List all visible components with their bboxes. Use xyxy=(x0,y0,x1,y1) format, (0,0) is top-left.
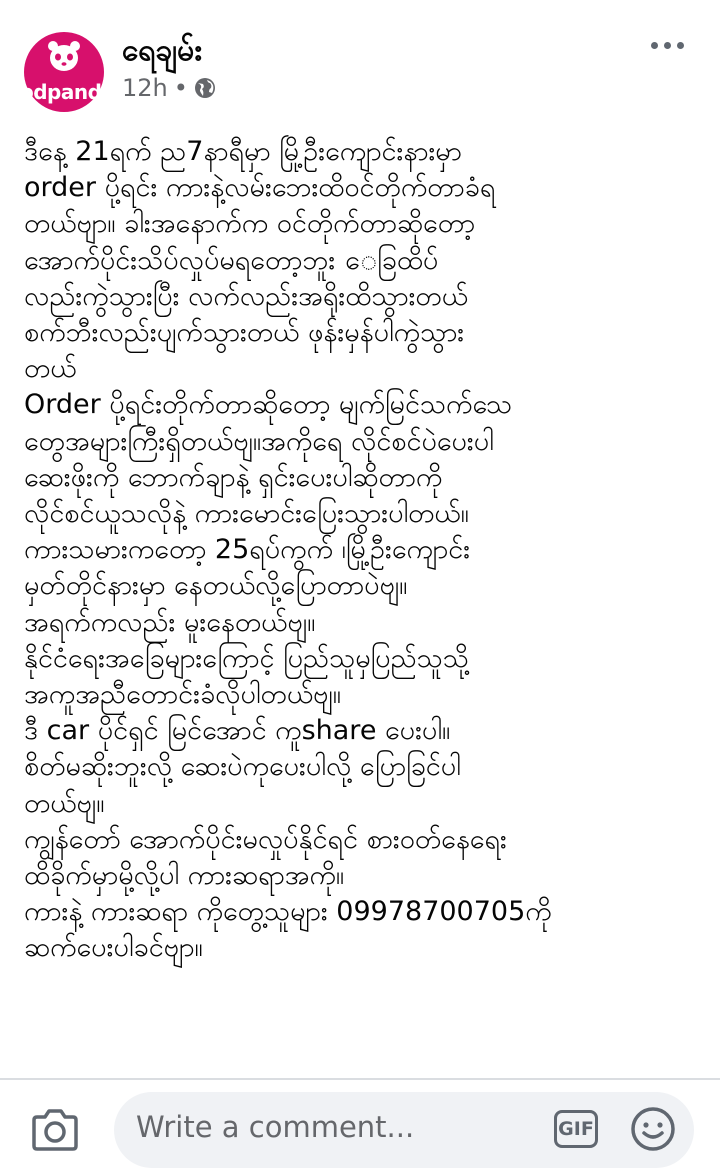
divider xyxy=(0,1078,720,1080)
post-line: အရက်ကလည်း မူးနေတယ်ဗျ။ xyxy=(24,606,316,638)
post-body xyxy=(24,134,708,967)
post-line: တယ်ဗျာ။ ခါးအနောက်က ဝင်တိုက်တာဆိုတော့ xyxy=(24,208,476,240)
globe-icon xyxy=(194,77,216,99)
avatar-brand-text: odpanda xyxy=(20,80,115,104)
avatar[interactable] xyxy=(20,32,115,112)
post-line: ထိခိုက်မှာမို့လို့ပါ ကားဆရာအကို။ xyxy=(24,860,345,892)
post-line: စက်ဘီးလည်းပျက်သွားတယ် ဖုန်းမှန်ပါကွဲသွား xyxy=(24,317,465,349)
post-line: ကျွန်တော် အောက်ပိုင်းမလှုပ်နိုင်ရင် စားဝတ်နေရေး xyxy=(24,823,507,855)
post-line: order ပို့ရင်း ကားနဲ့လမ်းဘေးထိဝင်တိုက်တာခံရ xyxy=(24,172,496,204)
post-line: ဒီ car ပိုင်ရှင် မြင်အောင် ကူshare ပေးပါ။ xyxy=(24,715,451,747)
post-line: တယ် xyxy=(24,353,77,385)
post-line: ဒီနေ့ 21ရက် ည7နာရီမှာ မြို့ဦးကျောင်းနားမှာ xyxy=(24,136,462,167)
post-line: ဆက်ပေးပါခင်ဗျာ။ xyxy=(24,932,203,964)
more-dot-icon xyxy=(664,42,671,49)
comment-composer xyxy=(0,1082,720,1174)
post-time[interactable]: 12h xyxy=(122,74,168,102)
panda-logo-icon xyxy=(46,38,82,74)
comment-input[interactable] xyxy=(114,1092,694,1168)
post-line: အကူအညီတောင်းခံလိုပါတယ်ဗျ။ xyxy=(24,679,341,711)
post-line: တယ်ဗျ။ xyxy=(24,787,105,819)
camera-icon[interactable] xyxy=(30,1108,80,1152)
meta-separator: • xyxy=(173,74,188,102)
post-meta xyxy=(122,74,216,102)
post-line: မှတ်တိုင်နားမှာ နေတယ်လို့ပြောတာပဲဗျ။ xyxy=(24,570,408,602)
more-dot-icon xyxy=(677,42,684,49)
emoji-icon[interactable] xyxy=(630,1106,676,1152)
page-name[interactable]: ရေချမ်း xyxy=(122,33,202,68)
post-line: Order ပို့ရင်းတိုက်တာဆိုတော့ မျက်မြင်သက်သေ xyxy=(24,389,513,421)
post-header xyxy=(0,0,720,120)
post-line: လည်းကွဲသွားပြီး လက်လည်းအရိုးထိသွားတယ် xyxy=(24,280,468,312)
post-line: နိုင်ငံရေးအခြေများကြောင့် ပြည်သူမှပြည်သူသို့ xyxy=(24,642,469,674)
post-line: အောက်ပိုင်းသိပ်လှုပ်မရတော့ဘူး ေခြထိပ် xyxy=(24,244,439,276)
post-line: စိတ်မဆိုးဘူးလို့ ဆေးပဲကုပေးပါလို့ ပြောခြင်ပါ xyxy=(24,751,461,783)
comment-placeholder: Write a comment... xyxy=(136,1110,415,1144)
post-line: ကားနဲ့ ကားဆရာ ကိုတွေ့သူများ 09978700705ကို xyxy=(24,896,552,928)
post-line: တွေအများကြီးရှိတယ်ဗျ။အကိုရေ လိုင်စင်ပဲပေးပါ xyxy=(24,425,494,457)
post-line: ဆေးဖိုးကို ဘောက်ချာနဲ့ ရှင်းပေးပါဆိုတာကို xyxy=(24,461,443,493)
more-options-button[interactable] xyxy=(651,42,684,49)
post-line: ကားသမားကတော့ 25ရပ်ကွက် ၊မြို့ဦးကျောင်း xyxy=(24,534,471,566)
more-dot-icon xyxy=(651,42,658,49)
gif-button[interactable]: GIF xyxy=(554,1110,598,1148)
post-line: လိုင်စင်ယူသလိုနဲ့ ကားမောင်းပြေးသွားပါတယ်။ xyxy=(24,498,469,530)
